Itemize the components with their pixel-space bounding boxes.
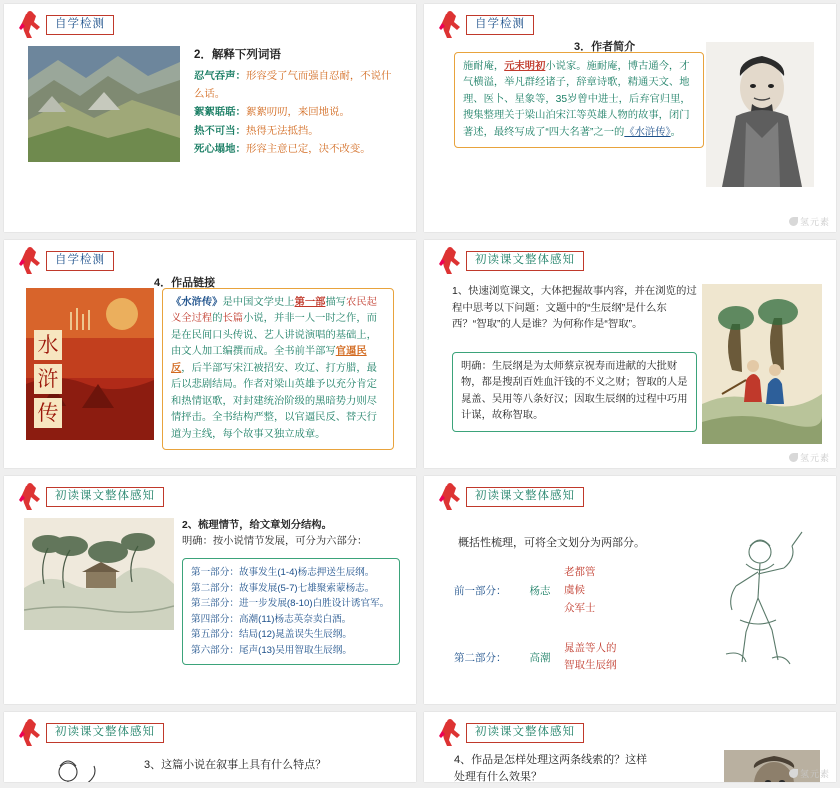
text-part-highlight: 农民起义全过程: [171, 297, 377, 325]
text-part: 小说家。施耐庵，博古通今，才气横溢，举凡群经诸子，辞章诗歌，精通天文、地理、医卜、星象等，35岁曾中进士，后弃官归里，搜集整理关于梁山泊宋江等英雄人物的故事，闭门著述，最终写成了“四大名著”之一的: [463, 61, 691, 138]
watermark: [789, 451, 830, 464]
slide-5-heading: [182, 518, 400, 551]
ink-figure-drawing: [28, 750, 132, 782]
author-portrait: [706, 42, 814, 187]
term: 热不可当：: [194, 125, 246, 137]
row-values: [564, 640, 617, 676]
slide-4-title: 初读课文整体感知: [466, 251, 584, 271]
slide-6: [424, 476, 836, 704]
slide-4-heading: 1、快速浏览课文，大体把握故事内容，并在浏览的过程中思考以下问题：文题中的“生辰纲”是什么东西？“智取”的人是谁？为何称作是“智取”。: [452, 286, 697, 331]
leaf-icon: [789, 217, 798, 226]
value-text: 智取生辰纲: [564, 659, 617, 672]
vocabulary-list: [194, 68, 399, 159]
heading-line-2: 处理有什么效果？: [454, 770, 542, 782]
watermark: [789, 767, 830, 780]
slide-8: [424, 712, 836, 782]
value-text: 虞候: [564, 583, 585, 596]
text-part-highlight: 第一部: [294, 297, 326, 308]
definition: 形容主意已定，决不改变。: [245, 143, 371, 155]
slide-4: [424, 240, 836, 468]
row-label: 第二部分：: [454, 651, 507, 664]
slide-2-title: 自学检测: [466, 15, 534, 35]
diagram-row: [454, 564, 734, 618]
definition: 絮絮叨叨，来回地说。: [245, 107, 350, 119]
slide-1: [4, 4, 416, 232]
row-key: 高潮: [529, 651, 551, 664]
watermark-text: 氢元素: [799, 217, 830, 227]
slide-6-title: 初读课文整体感知: [466, 487, 584, 507]
value-text: 晁盖等人的: [564, 641, 617, 654]
list-item: [191, 627, 391, 643]
water-margin-painting: [702, 284, 822, 444]
red-figure-icon: [438, 246, 464, 276]
text-part-book-title: 《水浒传》: [624, 126, 671, 138]
list-item: [194, 68, 399, 104]
slide-7: [4, 712, 416, 782]
term: 死心塌地：: [194, 143, 246, 155]
value-text: 众军士: [564, 601, 596, 614]
definition: 热得无法抵挡。: [245, 125, 319, 137]
diagram-row: [454, 640, 734, 676]
svg-text:浒: 浒: [37, 367, 59, 391]
list-item: [191, 596, 391, 612]
answer-text: 明确：生辰纲是为太师蔡京祝寿而进献的大批财物，都是搜刮百姓血汗钱的不义之财；智取的人是晁盖、吴用等八条好汉；因取生辰纲的过程中巧用计谋，故称智取。: [461, 361, 688, 422]
text-part: 小说，并非一人一时之作，而是在民间口头传说、艺人讲说演唱的基础上，由文人加工编撰而成。全书前半部写: [171, 313, 377, 358]
text-part-highlight: 元末明初: [504, 61, 546, 72]
watermark-text: 氢元素: [799, 453, 830, 463]
row-label: 前一部分：: [454, 585, 507, 598]
part-text: 第六部分：尾声(13)吴用智取生辰纲。: [191, 644, 352, 656]
text-part: 的: [212, 313, 223, 325]
row-values: [564, 564, 596, 618]
red-figure-icon: [18, 482, 44, 512]
red-figure-icon: [438, 10, 464, 40]
leaf-icon: [789, 769, 798, 778]
slide-3: [4, 240, 416, 468]
slide-2-title-tag: [438, 10, 534, 40]
part-text: 第五部分：结局(12)晁盖误失生辰纲。: [191, 629, 352, 641]
work-link-box: [162, 288, 394, 450]
svg-text:水: 水: [37, 333, 59, 357]
text-part-highlight: 官逼民反: [171, 346, 367, 374]
slide-5-title-tag: [18, 482, 164, 512]
text-part: 描写: [325, 297, 347, 308]
text-part-highlight: 长篇: [222, 313, 244, 325]
list-item: [194, 123, 399, 141]
slide-7-title-tag: [18, 718, 164, 748]
term: 忍气吞声：: [194, 70, 246, 82]
leaf-icon: [789, 453, 798, 462]
list-item: [191, 581, 391, 597]
subheading-text: 明确：按小说情节发展，可分为六部分：: [182, 536, 368, 548]
slide-4-title-tag: [438, 246, 584, 276]
book-cover-image: [26, 288, 154, 440]
definition: 形容受了气而强自忍耐，不说什么话。: [194, 70, 392, 101]
row-key: 杨志: [529, 585, 551, 598]
red-figure-icon: [438, 718, 464, 748]
list-item: [191, 612, 391, 628]
slide-2: [424, 4, 836, 232]
answer-box: [452, 352, 697, 432]
text-part: ，后半部写宋江被招安、攻辽、打方腊，最后以悲剧结局。作者对梁山英雄予以充分肯定和热情讴歌，对封建统治阶级的黑暗势力则尽情抨击。全书结构严整，以官逼民反、替天行道为主线，每个故事又独立成章。: [171, 362, 377, 440]
text-part: 施耐庵，: [463, 61, 505, 72]
list-item: [191, 565, 391, 581]
term: 絮絮聒聒：: [194, 107, 246, 119]
slide-1-content: [194, 48, 399, 159]
svg-text:传: 传: [37, 401, 59, 425]
part-text: 第一部分：故事发生(1-4)杨志押送生辰纲。: [191, 567, 375, 578]
value-text: 老都管: [564, 566, 596, 578]
list-item: [194, 141, 399, 159]
watermark: [789, 215, 830, 228]
red-figure-icon: [18, 246, 44, 276]
text-part: 。: [670, 126, 681, 138]
author-intro-box: [454, 52, 704, 148]
structure-diagram: [454, 564, 734, 681]
slide-7-title: 初读课文整体感知: [46, 723, 164, 743]
slide-5-title: 初读课文整体感知: [46, 487, 164, 507]
slide-2-heading: 3．作者简介: [574, 41, 636, 53]
part-text: 第四部分：高潮(11)杨志英奈卖白酒。: [191, 613, 352, 625]
warrior-line-drawing: [706, 524, 810, 682]
red-figure-icon: [18, 10, 44, 40]
list-item: [194, 104, 399, 122]
red-figure-icon: [438, 482, 464, 512]
structure-parts-box: [182, 558, 400, 665]
slide-3-title: 自学检测: [46, 251, 114, 271]
ink-landscape-painting: [24, 518, 174, 630]
slide-1-title: 自学检测: [46, 15, 114, 35]
slide-3-title-tag: [18, 246, 114, 276]
heading-line-1: 4、作品是怎样处理这两条线索的？这样: [454, 754, 648, 766]
slide-1-heading: 2．解释下列词语: [194, 49, 281, 61]
text-part-book-title: 《水浒传》: [171, 297, 223, 308]
slide-5: [4, 476, 416, 704]
list-item: [191, 643, 391, 659]
slide-8-title-tag: [438, 718, 584, 748]
slide-3-heading: 4．作品链接: [154, 277, 216, 289]
part-text: 第二部分：故事发展(5-7)七雄聚索蒙杨志。: [191, 582, 375, 594]
slide-6-title-tag: [438, 482, 584, 512]
slide-1-title-tag: [18, 10, 114, 40]
slide-6-heading: 概括性梳理，可将全文划分为两部分。: [458, 537, 645, 549]
part-text: 第三部分：进一步发展(8-10)白胜设计诱官军。: [191, 598, 390, 610]
slide-8-heading: [454, 752, 714, 782]
heading-text: 2、梳理情节，给文章划分结构。: [182, 520, 332, 531]
watermark-text: 氢元素: [799, 769, 830, 779]
slide-8-title: 初读课文整体感知: [466, 723, 584, 743]
slide-7-heading: 3、这篇小说在叙事上具有什么特点？: [144, 759, 327, 771]
mountain-photo: [28, 46, 180, 162]
red-figure-icon: [18, 718, 44, 748]
text-part: 是中国文学史上: [222, 297, 295, 308]
